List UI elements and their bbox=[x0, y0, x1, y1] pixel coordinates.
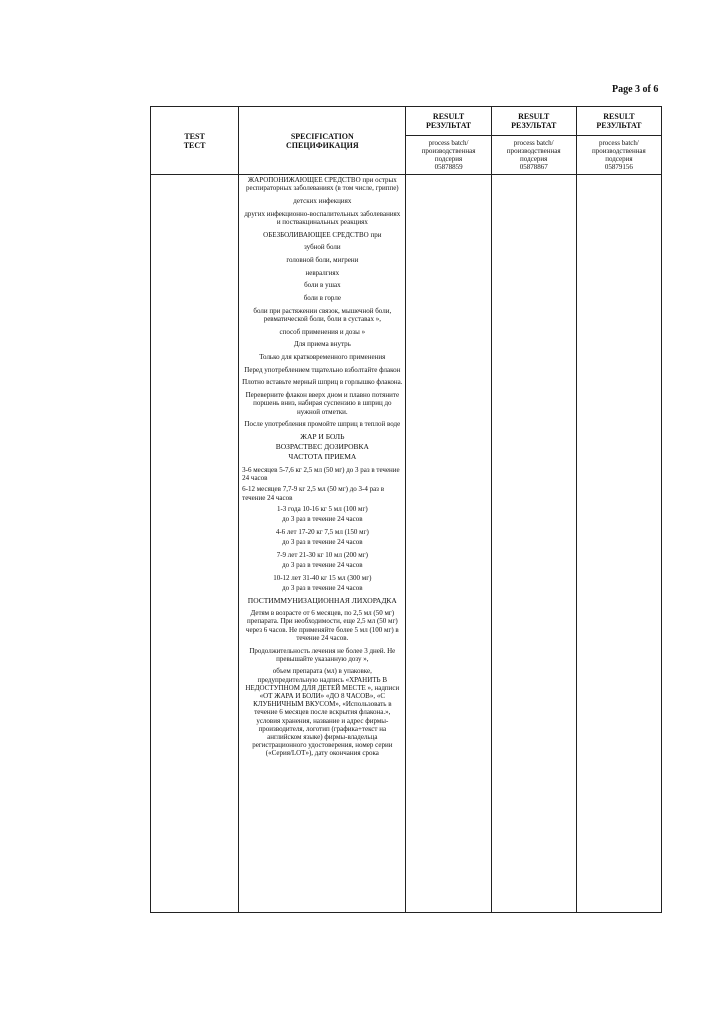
spec-line: Для приема внутрь bbox=[293, 340, 351, 349]
dosage-row: 10-12 лет 31-40 кг 15 мл (300 мг) bbox=[273, 573, 372, 582]
result-cell-3 bbox=[576, 175, 661, 913]
spec-line: зубной боли bbox=[304, 243, 341, 252]
batch-number: 05878859 bbox=[434, 163, 463, 171]
result-header-2 bbox=[491, 107, 576, 136]
result-title-ru: РЕЗУЛЬТАТ bbox=[511, 121, 557, 130]
spec-line: головной боли, мигрени bbox=[286, 255, 359, 264]
dosage-frequency-heading: ЧАСТОТА ПРИЕМА bbox=[288, 452, 357, 462]
spec-cell bbox=[239, 175, 406, 913]
spec-line: Плотно вставьте мерный шприц в горлышко флакона. bbox=[242, 378, 403, 387]
dosage-row: 1-3 года 10-16 кг 5 мл (100 мг) bbox=[276, 504, 368, 513]
header-row-1 bbox=[151, 107, 662, 136]
result-header-1 bbox=[406, 107, 491, 136]
dosage-row: 6-12 месяцев 7,7-9 кг 2,5 мл (50 мг) до 3-4 раз в течение 24 часов bbox=[242, 485, 385, 502]
batch-label-ru-2: подсерия bbox=[434, 155, 463, 163]
batch-label-ru-2: подсерия bbox=[520, 155, 548, 163]
spec-header bbox=[239, 107, 406, 175]
result-title-en: RESULT bbox=[518, 112, 550, 121]
spec-line: Продолжительность лечения не более 3 дней. Не превышайте указанную дозу », bbox=[249, 646, 396, 663]
spec-line: объем препарата (мл) в упаковке, предупредительную надпись «ХРАНИТЬ В НЕДОСТУПНОМ ДЛЯ ДЕТЕЙ МЕСТЕ », надписи «ОТ ЖАРА И БОЛИ» «ДО 8 ЧАСОВ», «С КЛУБНИЧНЫМ ВКУСОМ», «Использовать в течение 6 месяцев после вскрытия флакона.», условия хранения, название и адрес фирмы-производителя, логотип (графика+текст на английском языке) фирмы-владельца регистрационного удостоверения, номер серии («Серия/LOT»), дату окончания срока bbox=[245, 667, 400, 758]
section-heading: ЖАР И БОЛЬ bbox=[300, 431, 345, 441]
result-cell-1 bbox=[406, 175, 491, 913]
batch-label-en: process batch/ bbox=[513, 139, 554, 147]
spec-line: боли в ушах bbox=[304, 281, 341, 290]
result-title-ru: РЕЗУЛЬТАТ bbox=[425, 121, 472, 130]
spec-line: ОБЕЗБОЛИВАЮЩЕЕ СРЕДСТВО при bbox=[263, 230, 382, 239]
result-header-3 bbox=[576, 107, 661, 136]
spec-line: других инфекционно-воспалительных заболеваниях и поствакцинальных реакциях bbox=[244, 209, 401, 226]
batch-label-en: process batch/ bbox=[428, 139, 469, 147]
dosage-row-frequency: до 3 раз в течение 24 часов bbox=[282, 515, 363, 524]
batch-header-3 bbox=[576, 136, 661, 175]
dosage-row-frequency: до 3 раз в течение 24 часов bbox=[282, 583, 363, 592]
section-heading: ПОСТИММУНИЗАЦИОННАЯ ЛИХОРАДКА bbox=[247, 595, 397, 605]
spec-line: Только для кратковременного применения bbox=[259, 353, 386, 362]
batch-label-ru: производственная bbox=[421, 147, 476, 155]
spec-line: способ применения и дозы » bbox=[279, 327, 366, 336]
spec-line: ЖАРОПОНИЖАЮЩЕЕ СРЕДСТВО при острых респираторных заболеваниях (в том числе, гриппе) bbox=[246, 176, 399, 193]
specification-table bbox=[150, 106, 662, 913]
spec-line: Детям в возрасте от 6 месяцев, по 2,5 мл (50 мг) препарата. При необходимости, еще 2,5 мл (50 мг) через 6 часов. Не применяйте более 5 мл (100 мг) в течение 24 часов. bbox=[245, 609, 399, 642]
dosage-row: 3-6 месяцев 5-7,6 кг 2,5 мл (50 мг) до 3 раз в течение 24 часов bbox=[242, 466, 400, 483]
result-title-ru: РЕЗУЛЬТАТ bbox=[596, 121, 642, 130]
spec-line: невралгиях bbox=[305, 268, 340, 277]
result-cell-2 bbox=[491, 175, 576, 913]
spec-line: Переверните флакон вверх дном и плавно потяните поршень вниз, набирая суспензию в шприц до нужной отметки. bbox=[245, 391, 400, 416]
spec-line: боли в горле bbox=[303, 294, 341, 303]
result-title-en: RESULT bbox=[603, 112, 635, 121]
batch-label-ru: производственная bbox=[506, 147, 561, 155]
spec-line: Перед употреблением тщательно взболтайте флакон bbox=[244, 365, 401, 374]
dosage-row: 7-9 лет 21-30 кг 10 мл (200 мг) bbox=[276, 550, 368, 559]
dosage-row-frequency: до 3 раз в течение 24 часов bbox=[282, 538, 363, 546]
batch-header-2 bbox=[491, 136, 576, 175]
dosage-row-frequency: до 3 раз в течение 24 часов bbox=[282, 560, 363, 569]
test-header-en: TEST bbox=[184, 131, 205, 141]
dosage-column-headings: ВОЗРАСТВЕС ДОЗИРОВКА bbox=[275, 442, 369, 452]
spec-line: детских инфекциях bbox=[293, 196, 352, 205]
batch-label-ru: производственная bbox=[592, 147, 646, 155]
batch-number: 05879156 bbox=[604, 163, 633, 171]
spec-line: боли при растяжении связок, мышечной боли, ревматической боли, боли в суставах », bbox=[253, 306, 392, 323]
test-header-ru: ТЕСТ bbox=[183, 140, 206, 150]
spec-header-en: SPECIFICATION bbox=[290, 131, 354, 141]
spec-header-ru: СПЕЦИФИКАЦИЯ bbox=[285, 140, 359, 150]
dosage-row: 4-6 лет 17-20 кг 7,5 мл (150 мг) bbox=[275, 527, 369, 536]
batch-number: 05878867 bbox=[519, 163, 548, 171]
test-cell bbox=[151, 175, 239, 913]
batch-header-1 bbox=[406, 136, 491, 175]
batch-label-ru-2: подсерия bbox=[605, 155, 633, 163]
batch-label-en: process batch/ bbox=[598, 139, 639, 147]
page-number: Page 3 of 6 bbox=[612, 84, 659, 95]
result-title-en: RESULT bbox=[432, 112, 465, 121]
body-row bbox=[151, 175, 662, 913]
spec-line: После употребления промойте шприц в теплой воде bbox=[244, 420, 401, 429]
test-header bbox=[151, 107, 239, 175]
